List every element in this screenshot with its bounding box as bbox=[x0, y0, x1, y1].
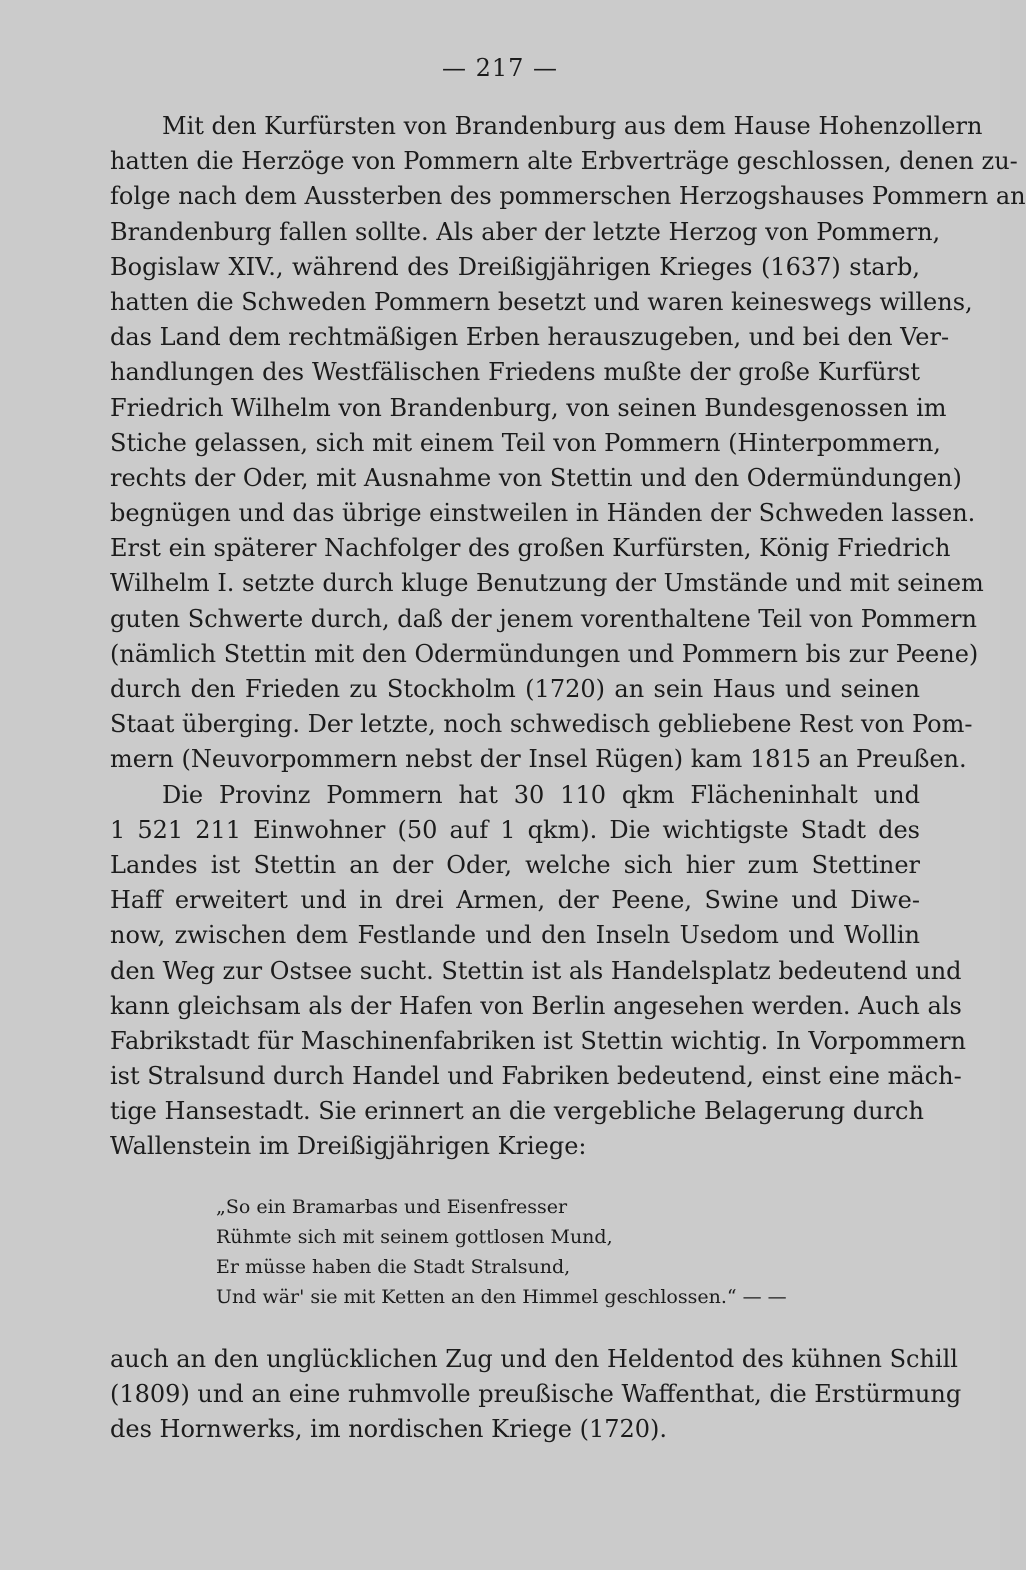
text-line: Brandenburg fallen sollte. Als aber der letzte Herzog von Pommern, bbox=[110, 217, 941, 246]
quote-line: Und wär' sie mit Ketten an den Himmel geschlossen.“ — — bbox=[216, 1286, 787, 1308]
paragraph-history bbox=[110, 109, 1026, 778]
paragraph-province bbox=[110, 778, 966, 1165]
text-line: mern (Neuvorpommern nebst der Insel Rügen) kam 1815 an Preußen. bbox=[110, 745, 967, 774]
verse-quote bbox=[216, 1192, 856, 1312]
text-line: des Hornwerks, im nordischen Kriege (1720). bbox=[110, 1415, 668, 1444]
quote-line: „So ein Bramarbas und Eisenfresser bbox=[216, 1196, 568, 1218]
page-number: — 217 — bbox=[441, 54, 559, 82]
text-line: rechts der Oder, mit Ausnahme von Stettin und den Odermündungen) bbox=[110, 463, 962, 492]
quote-line: Rühmte sich mit seinem gottlosen Mund, bbox=[216, 1226, 613, 1248]
text-line: Landes ist Stettin an der Oder, welche sich hier zum Stettiner bbox=[110, 850, 920, 879]
text-line: den Weg zur Ostsee sucht. Stettin ist als Handelsplatz bedeutend und bbox=[110, 956, 962, 985]
text-line: handlungen des Westfälischen Friedens mußte der große Kurfürst bbox=[110, 358, 920, 387]
main-text bbox=[110, 109, 1026, 1165]
text-line: hatten die Herzöge von Pommern alte Erbverträge geschlossen, denen zu- bbox=[110, 147, 1018, 176]
text-line: Stiche gelassen, sich mit einem Teil von Pommern (Hinterpommern, bbox=[110, 428, 941, 457]
text-line: Bogislaw XIV., während des Dreißigjährigen Krieges (1637) starb, bbox=[110, 252, 920, 281]
text-line: Wallenstein im Dreißigjährigen Kriege: bbox=[110, 1132, 587, 1161]
text-line: Staat überging. Der letzte, noch schwedisch gebliebene Rest von Pom- bbox=[110, 710, 973, 739]
closing-paragraph bbox=[110, 1342, 962, 1448]
text-line: 1 521 211 Einwohner (50 auf 1 qkm). Die wichtigste Stadt des bbox=[110, 815, 920, 844]
text-line: durch den Frieden zu Stockholm (1720) an sein Haus und seinen bbox=[110, 675, 920, 703]
text-line: guten Schwerte durch, daß der jenem vorenthaltene Teil von Pommern bbox=[110, 604, 977, 633]
text-line: hatten die Schweden Pommern besetzt und waren keineswegs willens, bbox=[110, 287, 973, 316]
text-line: begnügen und das übrige einstweilen in Händen der Schweden lassen. bbox=[110, 499, 976, 528]
text-line: (1809) und an eine ruhmvolle preußische Waffenthat, die Erstürmung bbox=[110, 1380, 962, 1409]
text-line: das Land dem rechtmäßigen Erben herauszugeben, und bei den Ver- bbox=[110, 323, 950, 352]
quote-line: Er müsse haben die Stadt Stralsund, bbox=[216, 1256, 571, 1278]
text-line: ist Stralsund durch Handel und Fabriken bedeutend, einst eine mäch- bbox=[110, 1062, 962, 1091]
text-line: kann gleichsam als der Hafen von Berlin angesehen werden. Auch als bbox=[110, 991, 962, 1020]
text-line: tige Hansestadt. Sie erinnert an die vergebliche Belagerung durch bbox=[110, 1097, 924, 1126]
text-line: Erst ein späterer Nachfolger des großen Kurfürsten, König Friedrich bbox=[110, 534, 951, 563]
text-line: folge nach dem Aussterben des pommerschen Herzogshauses Pommern an bbox=[110, 182, 1026, 211]
text-line: now, zwischen dem Festlande und den Inseln Usedom und Wollin bbox=[110, 921, 920, 950]
text-line: Fabrikstadt für Maschinenfabriken ist Stettin wichtig. In Vorpommern bbox=[110, 1026, 966, 1055]
text-line: Mit den Kurfürsten von Brandenburg aus dem Hause Hohenzollern bbox=[162, 112, 983, 140]
text-line: auch an den unglücklichen Zug und den Heldentod des kühnen Schill bbox=[110, 1345, 958, 1373]
text-line: Wilhelm I. setzte durch kluge Benutzung der Umstände und mit seinem bbox=[110, 569, 984, 598]
text-line: Haff erweitert und in drei Armen, der Peene, Swine und Diwe- bbox=[110, 886, 920, 915]
text-line: Friedrich Wilhelm von Brandenburg, von seinen Bundesgenossen im bbox=[110, 393, 947, 422]
text-line: Die Provinz Pommern hat 30 110 qkm Flächeninhalt und bbox=[162, 780, 920, 809]
text-line: (nämlich Stettin mit den Odermündungen und Pommern bis zur Peene) bbox=[110, 639, 979, 668]
